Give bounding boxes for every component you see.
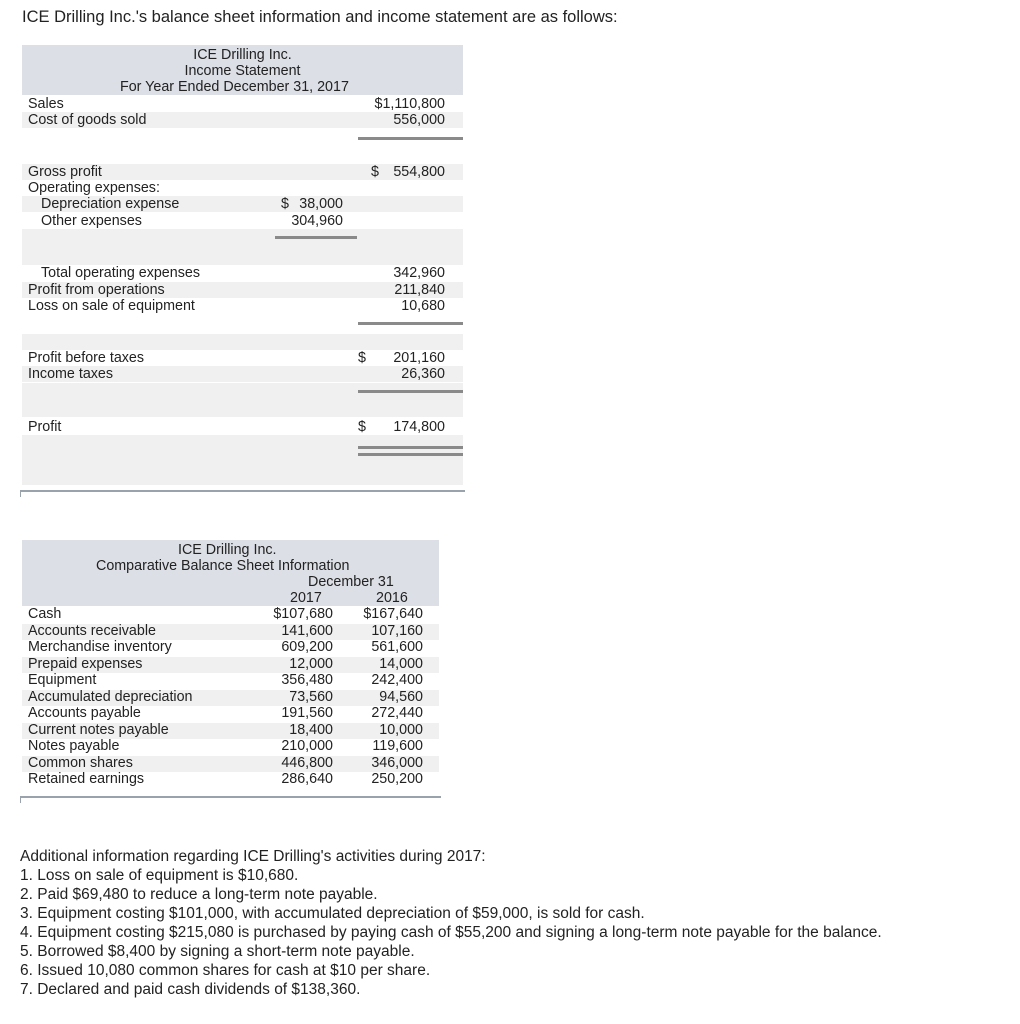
additional-item: 1. Loss on sale of equipment is $10,680. <box>20 867 299 884</box>
rule-profit-1 <box>358 446 463 449</box>
gross-profit-amount: 554,800 <box>393 164 445 180</box>
profit-operations-amount: 211,840 <box>394 282 445 298</box>
balance-row-2017: 191,560 <box>281 705 333 721</box>
balance-row-2017: 609,200 <box>281 639 333 655</box>
balance-row-label: Equipment <box>28 672 97 688</box>
intro-text: ICE Drilling Inc.'s balance sheet information and income statement are as follows: <box>22 8 618 26</box>
gross-profit-dollar: $ <box>371 164 379 180</box>
balance-row-2017: 286,640 <box>281 771 333 787</box>
income-taxes-amount: 26,360 <box>401 366 445 382</box>
other-expenses-label: Other expenses <box>41 213 142 229</box>
sales-label: Sales <box>28 96 64 112</box>
additional-item: 2. Paid $69,480 to reduce a long-term note payable. <box>20 886 378 903</box>
additional-item: 6. Issued 10,080 common shares for cash at $10 per share. <box>20 962 431 979</box>
rule-loss <box>358 322 463 325</box>
rule-profit-2 <box>358 453 463 456</box>
income-taxes-label: Income taxes <box>28 366 114 382</box>
balance-row-label: Accumulated depreciation <box>28 688 193 705</box>
balance-row-label: Accounts receivable <box>28 622 156 639</box>
profit-label: Profit <box>28 419 62 435</box>
income-table-bottom-edge <box>20 490 465 492</box>
sales-amount: $1,110,800 <box>374 96 445 112</box>
balance-row-2017: 446,800 <box>281 754 333 771</box>
balance-table-bottom-edge <box>20 796 441 798</box>
balance-row-label: Common shares <box>28 754 133 771</box>
depreciation-amount: 38,000 <box>299 196 343 212</box>
rule-cogs <box>358 137 463 140</box>
profit-before-taxes-amount: 201,160 <box>393 350 445 366</box>
additional-item: 3. Equipment costing $101,000, with accumulated depreciation of $59,000, is sold for cash. <box>20 905 645 922</box>
balance-row-2016: 107,160 <box>371 622 423 639</box>
balance-row-2016: 94,560 <box>379 688 423 705</box>
balance-row-label: Prepaid expenses <box>28 655 143 672</box>
balance-row-2017: 356,480 <box>281 672 333 688</box>
rule-taxes <box>358 390 463 393</box>
balance-row-2016: 272,440 <box>371 705 423 721</box>
balance-row-2016: $167,640 <box>363 606 423 622</box>
balance-row-2017: 73,560 <box>289 688 333 705</box>
other-expenses-amount: 304,960 <box>291 213 343 229</box>
profit-operations-label: Profit from operations <box>28 282 165 298</box>
income-title: Income Statement <box>184 63 301 79</box>
depreciation-label: Depreciation expense <box>41 196 180 212</box>
income-period: For Year Ended December 31, 2017 <box>120 79 349 95</box>
gross-profit-label: Gross profit <box>28 164 102 180</box>
balance-year-2017: 2017 <box>290 590 322 606</box>
balance-row-2017: $107,680 <box>273 606 333 622</box>
balance-row-2016: 10,000 <box>379 721 423 738</box>
balance-row-2016: 250,200 <box>371 771 423 787</box>
additional-item: 4. Equipment costing $215,080 is purchased by paying cash of $55,200 and signing a long-term note payable for the balance. <box>20 924 882 941</box>
balance-row-2017: 141,600 <box>281 622 333 639</box>
operating-expenses-label: Operating expenses: <box>28 180 160 196</box>
additional-heading: Additional information regarding ICE Drilling's activities during 2017: <box>20 848 486 865</box>
total-operating-label: Total operating expenses <box>41 265 200 281</box>
balance-row-2016: 119,600 <box>372 738 423 754</box>
balance-row-2017: 210,000 <box>281 738 333 754</box>
profit-before-taxes-label: Profit before taxes <box>28 350 145 366</box>
balance-date-header: December 31 <box>308 574 394 590</box>
income-company: ICE Drilling Inc. <box>193 47 292 63</box>
balance-row-label: Merchandise inventory <box>28 639 172 655</box>
total-operating-amount: 342,960 <box>393 265 445 281</box>
balance-row-2016: 242,400 <box>371 672 423 688</box>
balance-row-label: Accounts payable <box>28 705 141 721</box>
depreciation-dollar: $ <box>281 196 289 212</box>
rule-opex <box>275 236 357 239</box>
balance-row-label: Retained earnings <box>28 771 145 787</box>
balance-year-2016: 2016 <box>376 590 408 606</box>
balance-title: Comparative Balance Sheet Information <box>96 558 350 574</box>
profit-dollar: $ <box>358 419 366 435</box>
balance-row-2017: 18,400 <box>289 721 333 738</box>
loss-sale-amount: 10,680 <box>401 298 445 314</box>
profit-before-taxes-dollar: $ <box>358 350 366 366</box>
balance-company: ICE Drilling Inc. <box>178 542 277 558</box>
profit-amount: 174,800 <box>393 419 445 435</box>
loss-sale-label: Loss on sale of equipment <box>28 298 195 314</box>
balance-row-2017: 12,000 <box>289 655 333 672</box>
balance-row-label: Cash <box>28 606 62 622</box>
cogs-amount: 556,000 <box>393 112 445 128</box>
balance-row-label: Current notes payable <box>28 721 169 738</box>
balance-row-2016: 14,000 <box>379 655 423 672</box>
cogs-label: Cost of goods sold <box>28 112 147 128</box>
balance-row-label: Notes payable <box>28 738 120 754</box>
balance-row-2016: 561,600 <box>371 639 423 655</box>
balance-row-2016: 346,000 <box>371 754 423 771</box>
additional-item: 5. Borrowed $8,400 by signing a short-term note payable. <box>20 943 415 960</box>
additional-item: 7. Declared and paid cash dividends of $138,360. <box>20 981 361 998</box>
